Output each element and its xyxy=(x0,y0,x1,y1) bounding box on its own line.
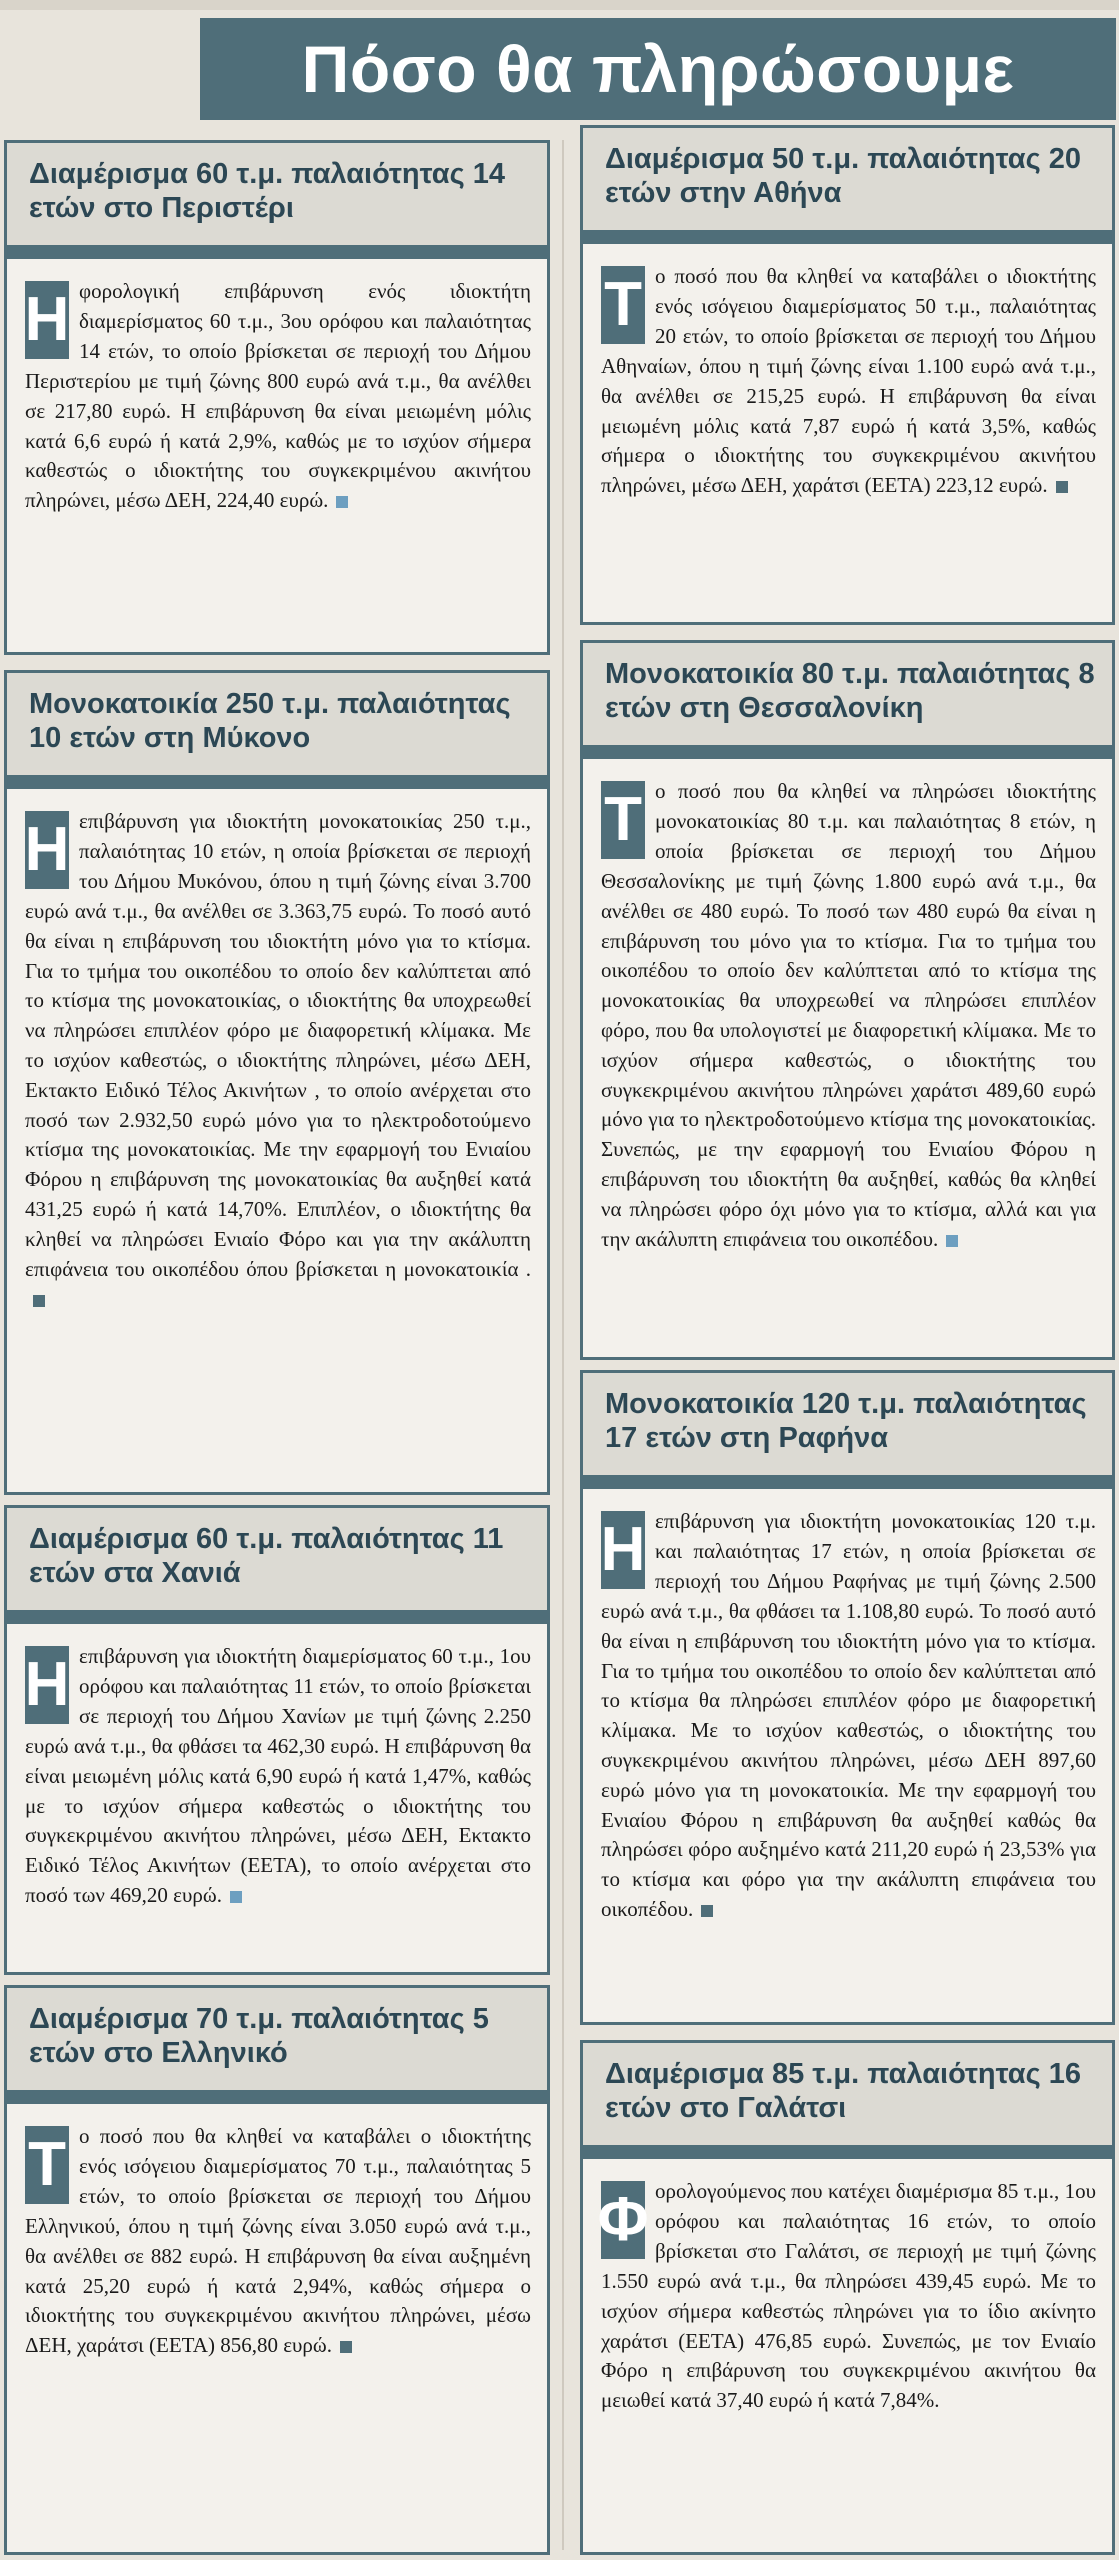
article-body xyxy=(7,2104,547,2375)
article-text: ο ποσό που θα κληθεί να πληρώσει ιδιοκτήτης μονοκατοικίας 80 τ.μ. και παλαιότητας 8 ετών, η οποία βρίσκεται σε περιοχή του Δήμου Θεσσαλονίκης με τιμή ζώνης 1.800 ευρώ ανά τ.μ., θα ανέλθει σε 480 ευρώ. Το ποσό των 480 ευρώ θα είναι η επιβάρυνση του μόνο για το κτίσμα. Για το τμήμα του οικοπέδου το οποίο δεν καλύπτεται από το κτίσμα της μονοκατοικίας θα υποχρεωθεί να πληρώσει επιπλέον φόρο, που θα υπολογιστεί με διαφορετική κλίμακα. Με το ισχύον σήμερα καθεστώς, ο ιδιοκτήτης του συγκεκριμένου ακινήτου πληρώνει χαράτσι 489,60 ευρώ μόνο για το ηλεκτροδοτούμενο κτίσμα της μονοκατοικίας. Συνεπώς, με την εφαρμογή του Ενιαίου Φόρου η επιβάρυνση του ιδιοκτήτη θα αυξηθεί, καθώς θα κληθεί να πληρώσει φόρο όχι μόνο για το κτίσμα, αλλά και για την ακάλυπτη επιφάνεια του οικοπέδου. xyxy=(601,779,1096,1251)
end-square-icon xyxy=(946,1235,958,1247)
page-title: Πόσο θα πληρώσουμε xyxy=(301,32,1015,106)
article-title: Μονοκατοικία 120 τ.μ. παλαιότητας 17 ετών στη Ραφήνα xyxy=(583,1373,1112,1489)
article-title: Διαμέρισμα 85 τ.μ. παλαιότητας 16 ετών στο Γαλάτσι xyxy=(583,2043,1112,2159)
article-card-athina xyxy=(580,125,1115,625)
article-body xyxy=(7,789,547,1328)
article-body xyxy=(583,244,1112,515)
article-text: επιβάρυνση για ιδιοκτήτη μονοκατοικίας 120 τ.μ. και παλαιότητας 17 ετών, η οποία βρίσκεται σε περιοχή του Δήμου Ραφήνας με τιμή ζώνης 2.500 ευρώ ανά τ.μ., θα φθάσει τα 1.108,80 ευρώ. Το ποσό αυτό θα είναι η επιβάρυνση του ιδιοκτήτη μόνο για το κτίσμα. Για το τμήμα του οικοπέδου το οποίο δεν καλύπτεται από το κτίσμα θα πληρώσει επιπλέον φόρο με διαφορετική κλίμακα. Με το ισχύον καθεστώς, ο ιδιοκτήτης του συγκεκριμένου ακινήτου πληρώνει, μέσω ΔΕΗ 897,60 ευρώ μόνο για τη μονοκατοικία. Με την εφαρμογή του Ενιαίου Φόρου η επιβάρυνση θα αυξηθεί καθώς θα πληρώσει φόρο αυξημένο κατά 211,20 ευρώ ή 23,53% για το κτίσμα και φόρο για την ακάλυπτη επιφάνεια του οικοπέδου. xyxy=(601,1509,1096,1921)
drop-cap: Τ xyxy=(601,781,645,859)
article-card-chania xyxy=(4,1505,550,1975)
article-card-thessaloniki xyxy=(580,640,1115,1360)
article-body xyxy=(583,1489,1112,1938)
article-card-galatsi xyxy=(580,2040,1115,2555)
article-text: επιβάρυνση για ιδιοκτήτη διαμερίσματος 60 τ.μ., 1ου ορόφου και παλαιότητας 11 ετών, το οποίο βρίσκεται σε περιοχή του Δήμου Χανίων με τιμή ζώνης 2.250 ευρώ ανά τ.μ., θα φθάσει τα 462,30 ευρώ. Η επιβάρυνση θα είναι μειωμένη μόλις κατά 6,90 ευρώ ή κατά 1,47%, καθώς με το ισχύον σήμερα καθεστώς ο ιδιοκτήτης του συγκεκριμένου ακινήτου πληρώνει, μέσω ΔΕΗ, Εκτακτο Ειδικό Τέλος Ακινήτων (ΕΕΤΑ), το οποίο ανέρχεται στο ποσό των 469,20 ευρώ. xyxy=(25,1644,531,1907)
article-title: Μονοκατοικία 250 τ.μ. παλαιότητας 10 ετών στη Μύκονο xyxy=(7,673,547,789)
drop-cap: Τ xyxy=(601,266,645,344)
article-body xyxy=(7,1624,547,1924)
article-text: επιβάρυνση για ιδιοκτήτη μονοκατοικίας 250 τ.μ., παλαιότητας 10 ετών, η οποία βρίσκεται σε περιοχή του Δήμου Μυκόνου, όπου η τιμή ζώνης είναι 3.700 ευρώ ανά τ.μ., θα ανέλθει σε 3.363,75 ευρώ. Το ποσό αυτό θα είναι η επιβάρυνση του ιδιοκτήτη μόνο για το κτίσμα. Για το τμήμα του οικοπέδου το οποίο δεν καλύπτεται από το κτίσμα της μονοκατοικίας, ο ιδιοκτήτης θα υποχρεωθεί να πληρώσει επιπλέον φόρο με διαφορετική κλίμακα. Με το ισχύον καθεστώς, ο ιδιοκτήτης πληρώνει, μέσω ΔΕΗ, Εκτακτο Ειδικό Τέλος Ακινήτων , το οποίο ανέρχεται στο ποσό των 2.932,50 ευρώ μόνο για το ηλεκτροδοτούμενο κτίσμα της μονοκατοικίας. Με την εφαρμογή του Ενιαίου Φόρου η επιβάρυνση της μονοκατοικίας θα αυξηθεί κατά 431,25 ευρώ ή κατά 14,70%. Επιπλέον, ο ιδιοκτήτης θα κληθεί να πληρώσει Ενιαίο Φόρο και για την ακάλυπτη επιφάνεια του οικοπέδου όπου βρίσκεται η μονοκατοικία . xyxy=(25,809,531,1281)
drop-cap: Η xyxy=(25,281,69,359)
drop-cap: Η xyxy=(25,811,69,889)
article-text: ο ποσό που θα κληθεί να καταβάλει ο ιδιοκτήτης ενός ισόγειου διαμερίσματος 50 τ.μ., παλαιότητας 20 ετών, το οποίο βρίσκεται σε περιοχή του Δήμου Αθηναίων, όπου η τιμή ζώνης είναι 1.100 ευρώ ανά τ.μ., θα ανέλθει σε 215,25 ευρώ. Η επιβάρυνση θα είναι μειωμένη μόλις κατά 7,87 ευρώ ή κατά 3,5%, καθώς σήμερα ο ιδιοκτήτης του συγκεκριμένου ακινήτου πληρώνει, μέσω ΔΕΗ, χαράτσι (ΕΕΤΑ) 223,12 ευρώ. xyxy=(601,264,1096,498)
article-text: ο ποσό που θα κληθεί να καταβάλει ο ιδιοκτήτης ενός ισόγειου διαμερίσματος 70 τ.μ., παλαιότητας 5 ετών, το οποίο βρίσκεται σε περιοχή του Δήμου Ελληνικού, όπου η τιμή ζώνης είναι 3.050 ευρώ ανά τ.μ., θα ανέλθει σε 882 ευρώ. Η επιβάρυνση θα είναι αυξημένη κατά 25,20 ευρώ ή κατά 2,94%, καθώς σήμερα ο ιδιοκτήτης του συγκεκριμένου ακινήτου πληρώνει, μέσω ΔΕΗ, χαράτσι (ΕΕΤΑ) 856,80 ευρώ. xyxy=(25,2124,531,2358)
article-body xyxy=(583,759,1112,1268)
article-body xyxy=(7,259,547,530)
article-title: Μονοκατοικία 80 τ.μ. παλαιότητας 8 ετών στη Θεσσαλονίκη xyxy=(583,643,1112,759)
column-divider xyxy=(562,140,564,2550)
article-card-peristeri xyxy=(4,140,550,655)
article-title: Διαμέρισμα 60 τ.μ. παλαιότητας 14 ετών στο Περιστέρι xyxy=(7,143,547,259)
drop-cap: Η xyxy=(25,1646,69,1724)
top-strip xyxy=(0,0,1119,10)
end-square-icon xyxy=(336,496,348,508)
article-title: Διαμέρισμα 60 τ.μ. παλαιότητας 11 ετών στα Χανιά xyxy=(7,1508,547,1624)
drop-cap: Τ xyxy=(25,2126,69,2204)
article-title: Διαμέρισμα 50 τ.μ. παλαιότητας 20 ετών στην Αθήνα xyxy=(583,128,1112,244)
article-title: Διαμέρισμα 70 τ.μ. παλαιότητας 5 ετών στο Ελληνικό xyxy=(7,1988,547,2104)
drop-cap: Η xyxy=(601,1511,645,1589)
drop-cap: Φ xyxy=(601,2181,645,2259)
end-square-icon xyxy=(230,1891,242,1903)
article-body xyxy=(583,2159,1112,2430)
article-card-elliniko xyxy=(4,1985,550,2555)
article-text: φορολογική επιβάρυνση ενός ιδιοκτήτη διαμερίσματος 60 τ.μ., 3ου ορόφου και παλαιότητας 14 ετών, το οποίο βρίσκεται σε περιοχή του Δήμου Περιστερίου με τιμή ζώνης 800 ευρώ ανά τ.μ., θα ανέλθει σε 217,80 ευρώ. Η επιβάρυνση θα είναι μειωμένη μόλις κατά 6,6 ευρώ ή κατά 2,9%, καθώς με το ισχύον σήμερα καθεστώς ο ιδιοκτήτης του συγκεκριμένου ακινήτου πληρώνει, μέσω ΔΕΗ, 224,40 ευρώ. xyxy=(25,279,531,513)
article-text: ορολογούμενος που κατέχει διαμέρισμα 85 τ.μ., 1ου ορόφου και παλαιότητας 16 ετών, το οποίο βρίσκεται στο Γαλάτσι, σε περιοχή με τιμή ζώνης 1.550 ευρώ ανά τ.μ., θα πληρώσει 439,45 ευρώ. Με το ισχύον σήμερα καθεστώς πληρώνει για το ίδιο ακίνητο χαράτσι (ΕΕΤΑ) 476,85 ευρώ. Συνεπώς, με τον Ενιαίο Φόρο η επιβάρυνση του συγκεκριμένου ακινήτου θα μειωθεί κατά 37,40 ευρώ ή κατά 7,84%. xyxy=(601,2179,1096,2413)
article-card-rafina xyxy=(580,1370,1115,2025)
end-square-icon xyxy=(33,1295,45,1307)
end-square-icon xyxy=(701,1905,713,1917)
page-banner xyxy=(200,18,1116,120)
end-square-icon xyxy=(340,2341,352,2353)
article-card-mykonos xyxy=(4,670,550,1495)
end-square-icon xyxy=(1056,481,1068,493)
